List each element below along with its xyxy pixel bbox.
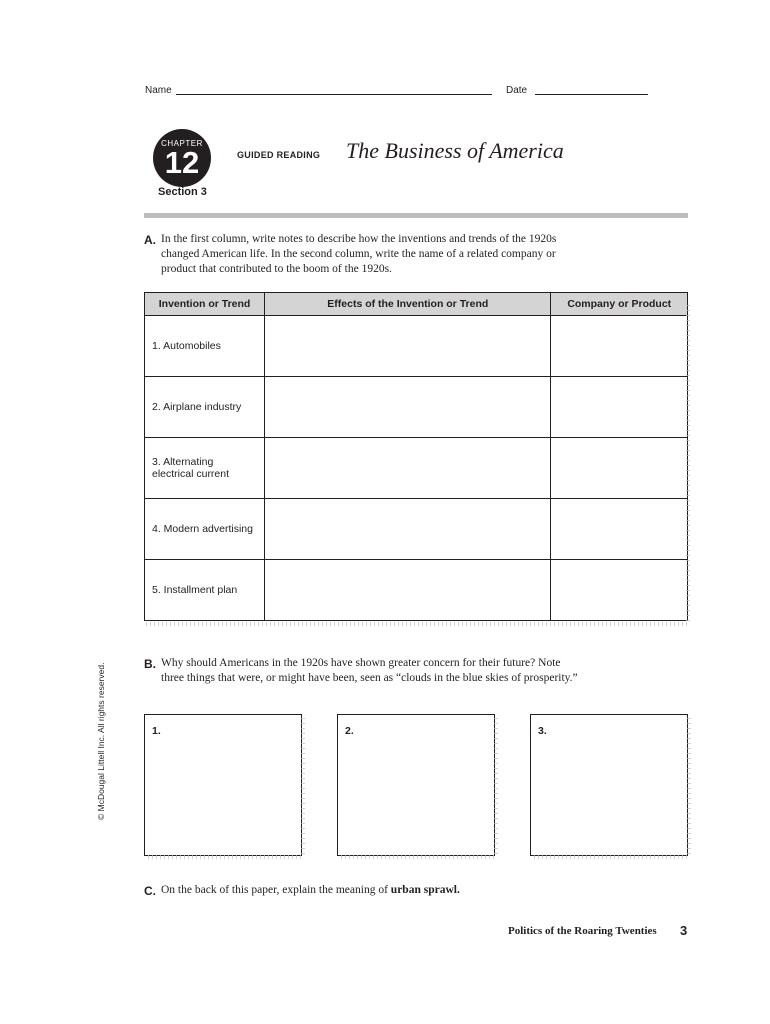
guided-reading-label: GUIDED READING bbox=[237, 150, 321, 160]
effects-cell[interactable] bbox=[265, 438, 551, 499]
table-header-effects: Effects of the Invention or Trend bbox=[265, 293, 551, 316]
row-item-label: 1. Automobiles bbox=[145, 316, 265, 377]
answer-box-label: 3. bbox=[538, 725, 547, 737]
answer-box-label: 2. bbox=[345, 725, 354, 737]
header-rule bbox=[144, 213, 688, 218]
copyright-notice: © McDougal Littell Inc. All rights reserved. bbox=[96, 662, 106, 820]
part-b-instructions: Why should Americans in the 1920s have shown greater concern for their future? Note three things that were, or might have been, seen as “clouds in the blue skies of prosperity.” bbox=[161, 657, 578, 684]
name-label: Name bbox=[145, 85, 172, 96]
company-cell[interactable] bbox=[551, 560, 688, 621]
answer-box-label: 1. bbox=[152, 725, 161, 737]
part-c-letter: C. bbox=[144, 884, 156, 898]
page-number: 3 bbox=[680, 923, 688, 938]
date-label: Date bbox=[506, 85, 528, 96]
table-shadow-bottom bbox=[146, 622, 690, 626]
table-row bbox=[145, 499, 688, 560]
box-shadow-bottom bbox=[534, 855, 690, 859]
part-c-text: On the back of this paper, explain the meaning of bbox=[161, 884, 391, 896]
box-shadow-bottom bbox=[341, 855, 497, 859]
company-cell[interactable] bbox=[551, 316, 688, 377]
effects-cell[interactable] bbox=[265, 499, 551, 560]
row-item-label: 5. Installment plan bbox=[145, 560, 265, 621]
part-b-letter: B. bbox=[144, 657, 156, 671]
unit-title: Politics of the Roaring Twenties bbox=[508, 925, 657, 937]
name-line[interactable] bbox=[176, 94, 492, 95]
box-shadow-right bbox=[494, 718, 498, 858]
row-item-label: 2. Airplane industry bbox=[145, 377, 265, 438]
company-cell[interactable] bbox=[551, 499, 688, 560]
company-cell[interactable] bbox=[551, 438, 688, 499]
table-row bbox=[145, 438, 688, 499]
row-item-label: 3. Alternating electrical current bbox=[145, 438, 265, 499]
table-header-invention: Invention or Trend bbox=[145, 293, 265, 316]
part-c-instructions bbox=[161, 883, 460, 898]
answer-box-1[interactable] bbox=[144, 714, 302, 856]
part-a-letter: A. bbox=[144, 233, 156, 247]
box-shadow-right bbox=[687, 718, 691, 858]
row-item-label: 4. Modern advertising bbox=[145, 499, 265, 560]
part-a-instructions: In the first column, write notes to describe how the inventions and trends of the 1920s changed American life. In the second column, write the name of a related company or product that contributed to the boom of the 1920s. bbox=[161, 233, 557, 275]
date-line[interactable] bbox=[535, 94, 648, 95]
chapter-badge bbox=[153, 129, 211, 187]
section-label: Section 3 bbox=[158, 186, 207, 198]
box-shadow-right bbox=[301, 718, 305, 858]
answer-box-3[interactable] bbox=[530, 714, 688, 856]
invention-table bbox=[144, 292, 688, 621]
table-row bbox=[145, 377, 688, 438]
table-shadow-right bbox=[686, 305, 690, 623]
effects-cell[interactable] bbox=[265, 377, 551, 438]
box-shadow-bottom bbox=[148, 855, 304, 859]
table-row bbox=[145, 560, 688, 621]
effects-cell[interactable] bbox=[265, 316, 551, 377]
effects-cell[interactable] bbox=[265, 560, 551, 621]
answer-box-2[interactable] bbox=[337, 714, 495, 856]
part-c-term: urban sprawl. bbox=[390, 884, 460, 896]
table-header-company: Company or Product bbox=[551, 293, 688, 316]
table-row bbox=[145, 316, 688, 377]
company-cell[interactable] bbox=[551, 377, 688, 438]
chapter-word: CHAPTER bbox=[161, 139, 203, 148]
page-title: The Business of America bbox=[346, 138, 564, 163]
chapter-number: 12 bbox=[164, 145, 200, 180]
